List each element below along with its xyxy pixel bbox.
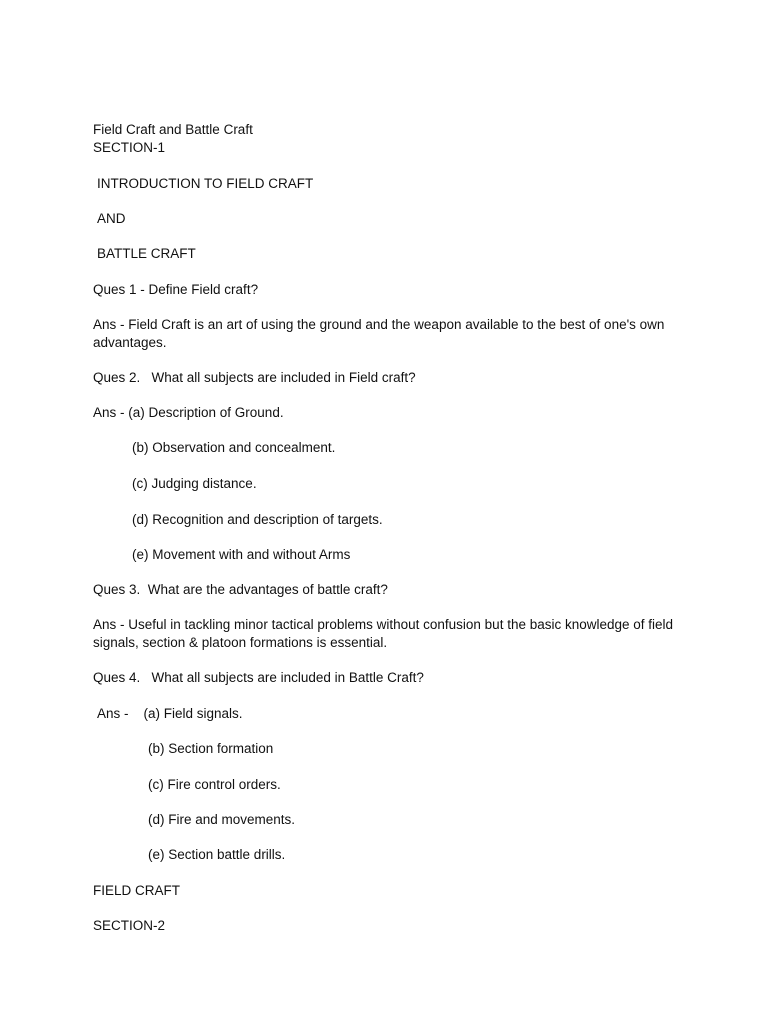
question-4: Ques 4. What all subjects are included in Battle Craft? — [93, 670, 424, 685]
answer-2-item-e: (e) Movement with and without Arms — [132, 547, 351, 562]
document-title: Field Craft and Battle Craft — [93, 122, 253, 137]
intro-and: AND — [97, 211, 126, 226]
answer-4-item-d: (d) Fire and movements. — [148, 812, 296, 827]
answer-2-item-c: (c) Judging distance. — [132, 476, 257, 491]
question-1: Ques 1 - Define Field craft? — [93, 282, 259, 297]
answer-4-item-c: (c) Fire control orders. — [148, 777, 281, 792]
question-2: Ques 2. What all subjects are included in Field craft? — [93, 370, 416, 385]
intro-heading: INTRODUCTION TO FIELD CRAFT — [97, 176, 314, 191]
section-2-label: SECTION-2 — [93, 918, 166, 933]
answer-4-item-b: (b) Section formation — [148, 741, 274, 756]
section-1-label: SECTION-1 — [93, 140, 166, 155]
question-3: Ques 3. What are the advantages of battle craft? — [93, 582, 388, 597]
answer-3: Ans - Useful in tackling minor tactical problems without confusion but the basic knowledge of field signals, section & platoon formations is essential. — [93, 617, 674, 650]
field-craft-heading: FIELD CRAFT — [93, 883, 181, 898]
answer-4-item-a: Ans - (a) Field signals. — [97, 706, 243, 721]
answer-2-item-d: (d) Recognition and description of targets. — [132, 512, 383, 527]
answer-2-item-b: (b) Observation and concealment. — [132, 440, 336, 455]
answer-2-item-a: Ans - (a) Description of Ground. — [93, 405, 284, 420]
intro-battle-craft: BATTLE CRAFT — [97, 246, 196, 261]
answer-4-item-e: (e) Section battle drills. — [148, 847, 286, 862]
answer-1: Ans - Field Craft is an art of using the ground and the weapon available to the best of one's own advantages. — [93, 317, 665, 350]
